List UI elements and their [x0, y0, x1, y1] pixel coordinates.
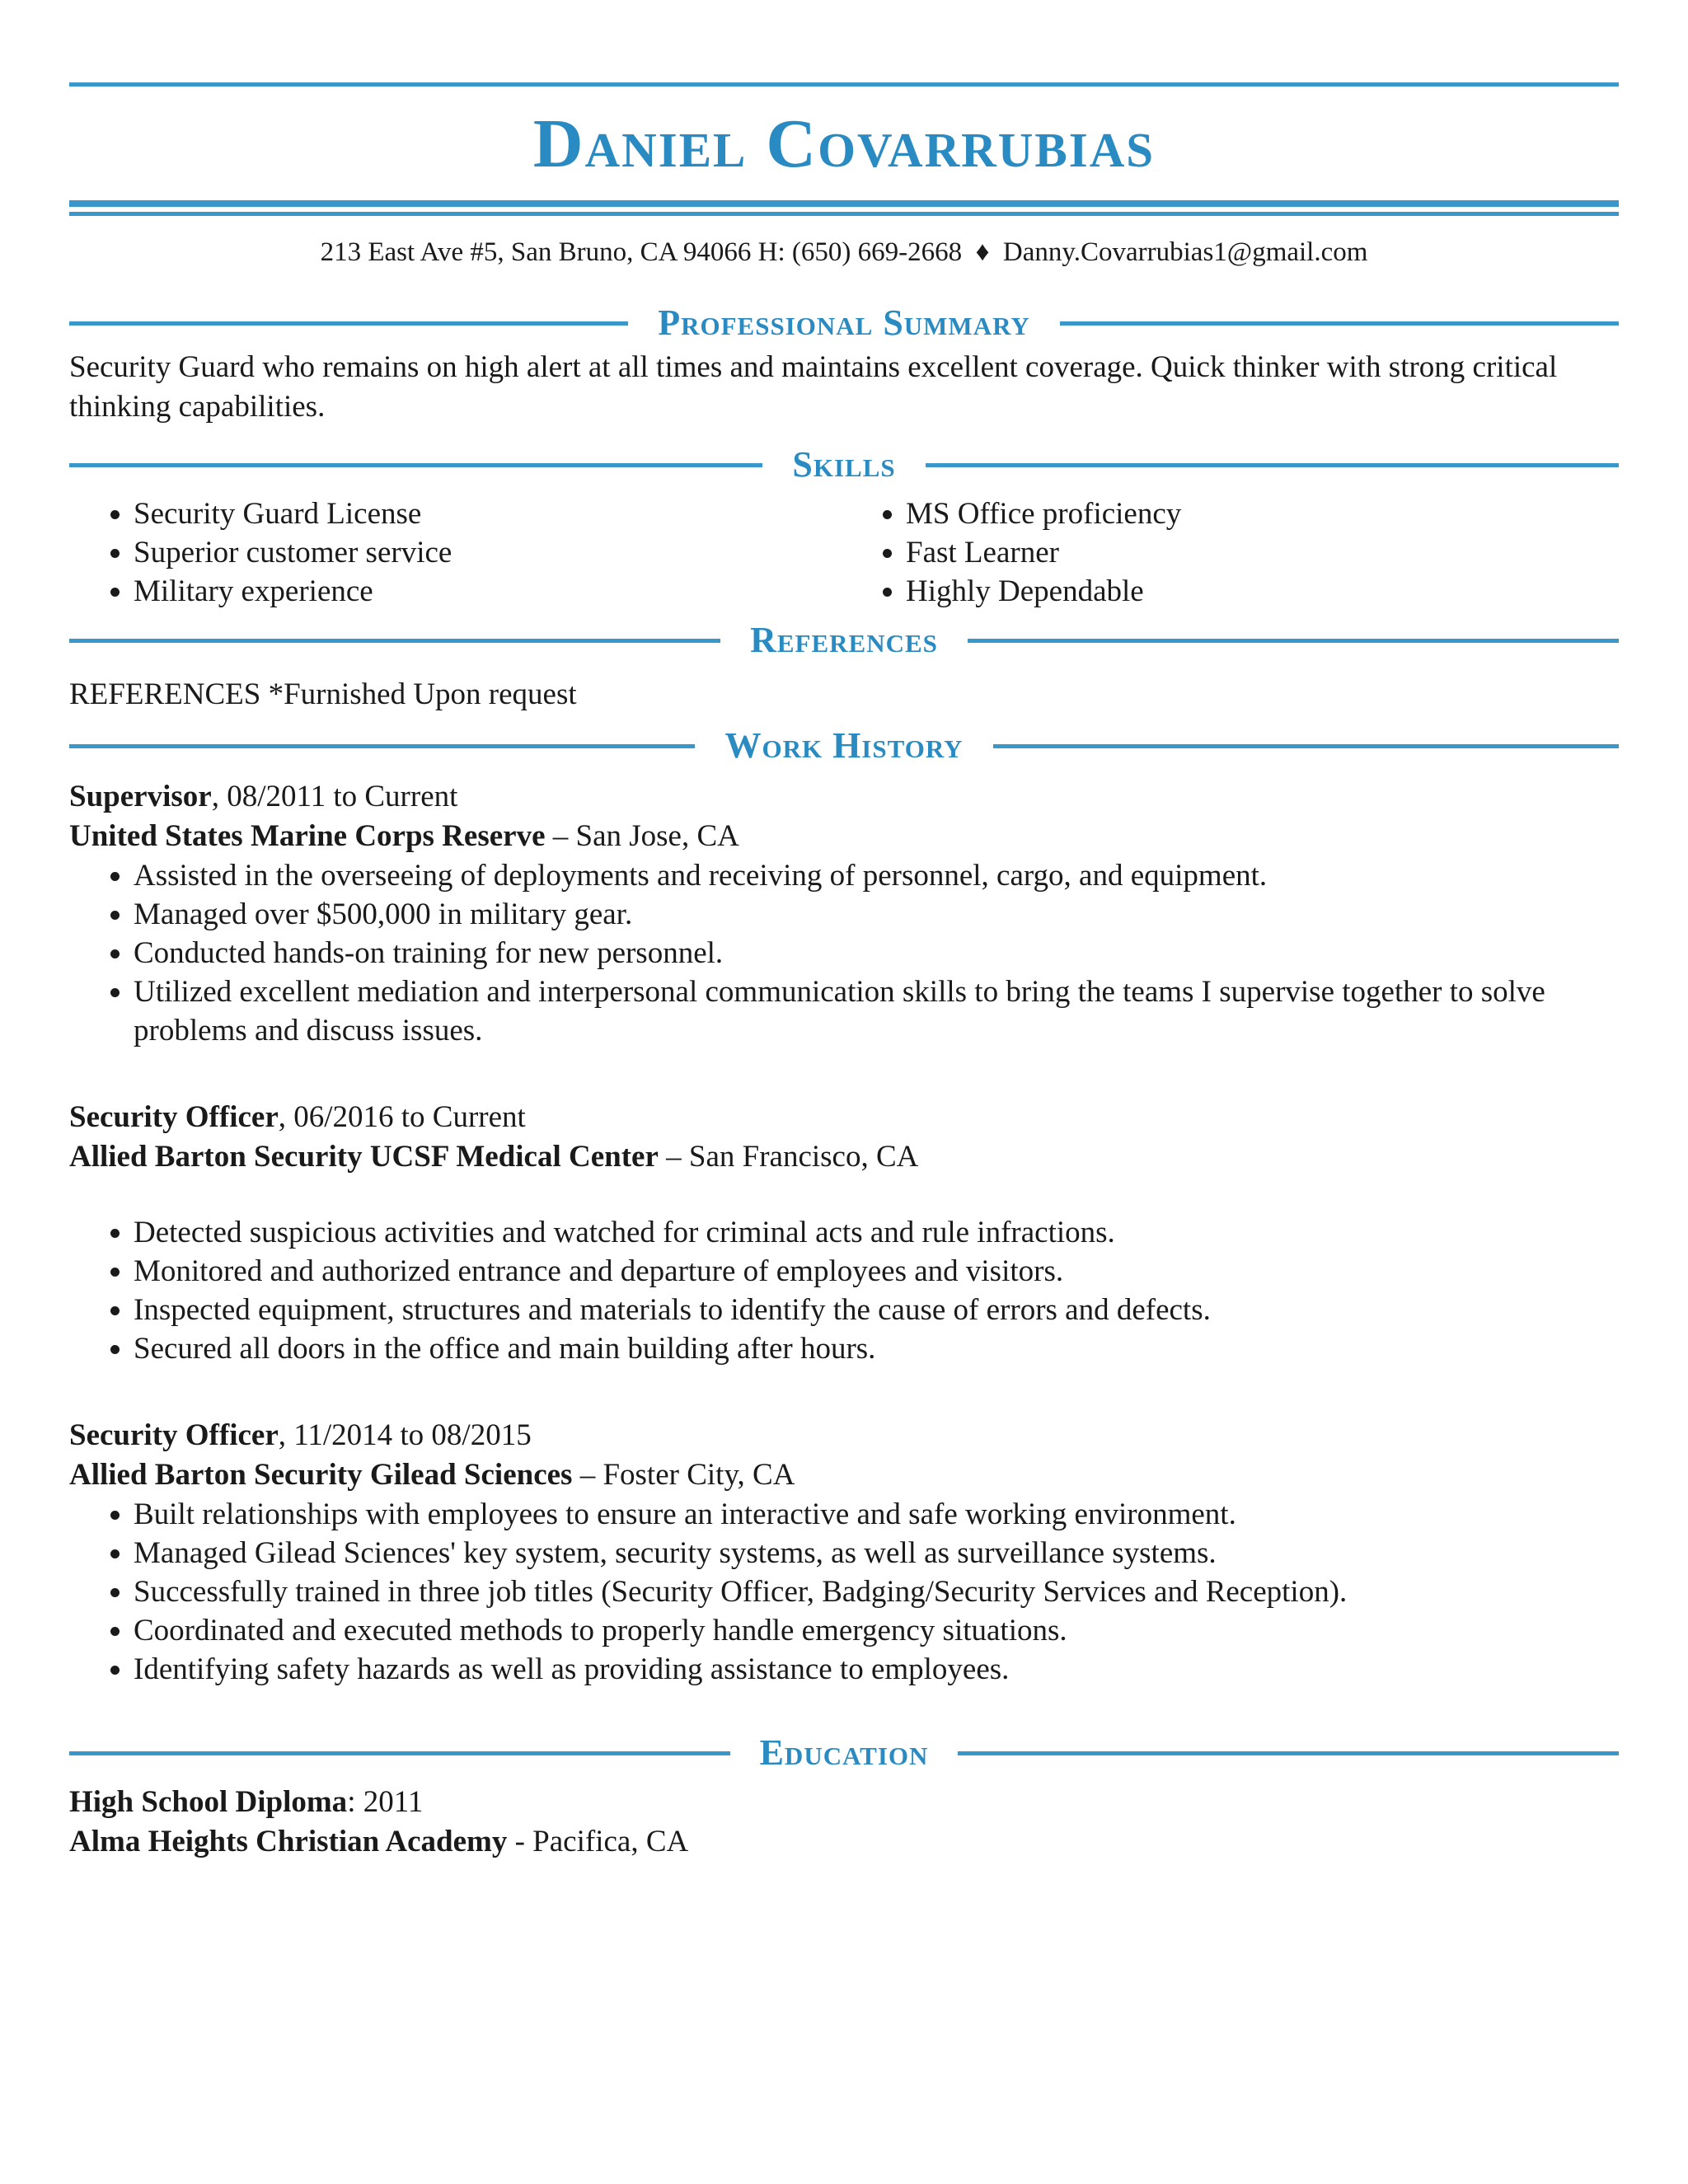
job-title-line	[69, 1416, 1619, 1455]
skill-item: • MS Office proficiency	[906, 494, 1619, 533]
education-year: : 2011	[347, 1785, 424, 1819]
title-line-left	[69, 321, 628, 326]
education-degree-line	[69, 1783, 1619, 1822]
candidate-name: Daniel Covarrubias	[532, 105, 1156, 182]
skill-item: • Military experience	[134, 572, 846, 611]
job-bullet: • Coordinated and executed methods to properly handle emergency situations.	[134, 1611, 1619, 1650]
contact-line	[69, 234, 1619, 270]
title-line-left	[69, 744, 695, 748]
job-bullet: • Successfully trained in three job titles (Security Officer, Badging/Security Services and Reception).	[134, 1572, 1619, 1611]
skill-item: • Superior customer service	[134, 533, 846, 572]
references-text: REFERENCES *Furnished Upon request	[69, 677, 577, 711]
skills-list	[69, 494, 1619, 611]
job-bullet: • Managed Gilead Sciences' key system, security systems, as well as surveillance systems.	[134, 1534, 1619, 1572]
job-location: – Foster City, CA	[572, 1458, 795, 1492]
work-title-label: Work History	[724, 725, 964, 766]
job-bullet: • Conducted hands-on training for new personnel.	[134, 934, 1619, 972]
job-dates: , 11/2014 to 08/2015	[278, 1418, 532, 1452]
job-bullets	[69, 1495, 1619, 1689]
job-entry	[69, 777, 1619, 1050]
skills-column-left	[69, 494, 846, 611]
job-company: Allied Barton Security Gilead Sciences	[69, 1458, 573, 1492]
job-bullet: • Secured all doors in the office and main building after hours.	[134, 1329, 1619, 1368]
skill-item: • Highly Dependable	[906, 572, 1619, 611]
job-bullet: • Monitored and authorized entrance and departure of employees and visitors.	[134, 1252, 1619, 1291]
education-location: - Pacifica, CA	[507, 1825, 689, 1858]
skills-title-label: Skills	[792, 444, 896, 485]
job-dates: , 06/2016 to Current	[278, 1100, 526, 1134]
contact-phone: H: (650) 669-2668	[757, 237, 963, 267]
job-bullet: • Detected suspicious activities and watched for criminal acts and rule infractions.	[134, 1213, 1619, 1252]
job-entry	[69, 1098, 1619, 1368]
job-title: Supervisor	[69, 780, 212, 813]
title-line-right	[958, 1751, 1619, 1755]
skill-item: • Fast Learner	[906, 533, 1619, 572]
summary-title-label: Professional Summary	[658, 302, 1030, 343]
resume-header	[69, 82, 1619, 270]
skills-column-right	[846, 494, 1619, 611]
job-company: Allied Barton Security UCSF Medical Center	[69, 1140, 659, 1174]
job-company-line	[69, 1137, 1619, 1177]
job-company-line	[69, 1455, 1619, 1495]
job-title: Security Officer	[69, 1100, 279, 1134]
spacer	[69, 1177, 1619, 1213]
contact-email: Danny.Covarrubias1@gmail.com	[1002, 237, 1368, 267]
title-line-right	[926, 463, 1619, 467]
references-section-title	[69, 616, 1619, 665]
job-bullet: • Identifying safety hazards as well as providing assistance to employees.	[134, 1650, 1619, 1689]
summary-text: Security Guard who remains on high alert at all times and maintains excellent coverage. Quick thinker with strong critical thinking capabilities.	[69, 350, 1558, 424]
job-bullet: • Built relationships with employees to ensure an interactive and safe working environment.	[134, 1495, 1619, 1534]
contact-address: 213 East Ave #5, San Bruno, CA 94066	[320, 237, 752, 267]
references-title-label: References	[750, 620, 938, 660]
job-bullets	[69, 1213, 1619, 1368]
education-school-line	[69, 1822, 1619, 1862]
education-school: Alma Heights Christian Academy	[69, 1825, 508, 1858]
job-title-line	[69, 777, 1619, 817]
job-bullet: • Utilized excellent mediation and interpersonal communication skills to bring the teams I supervise together to solve problems and discuss issues.	[134, 972, 1619, 1050]
skills-section-title	[69, 440, 1619, 490]
header-bottom-rule-2	[69, 212, 1619, 216]
job-bullet: • Managed over $500,000 in military gear.	[134, 895, 1619, 934]
title-line-right	[993, 744, 1619, 748]
title-line-left	[69, 1751, 730, 1755]
job-bullet: • Assisted in the overseeing of deployments and receiving of personnel, cargo, and equipment.	[134, 856, 1619, 895]
title-line-left	[69, 639, 720, 643]
education-section-title	[69, 1728, 1619, 1778]
job-location: – San Jose, CA	[545, 819, 739, 853]
title-line-right	[968, 639, 1619, 643]
title-line-left	[69, 463, 762, 467]
job-location: – San Francisco, CA	[658, 1140, 919, 1174]
education-degree: High School Diploma	[69, 1785, 348, 1819]
job-bullet: • Inspected equipment, structures and materials to identify the cause of errors and defects.	[134, 1291, 1619, 1329]
title-line-right	[1060, 321, 1619, 326]
job-dates: , 08/2011 to Current	[211, 780, 458, 813]
job-company-line	[69, 817, 1619, 856]
diamond-separator-icon: ♦	[975, 237, 990, 267]
skill-item: • Security Guard License	[134, 494, 846, 533]
job-company: United States Marine Corps Reserve	[69, 819, 546, 853]
work-section-title	[69, 721, 1619, 771]
header-bottom-rule-1	[69, 200, 1619, 207]
job-bullets	[69, 856, 1619, 1050]
job-entry	[69, 1416, 1619, 1689]
education-title-label: Education	[759, 1732, 929, 1773]
job-title: Security Officer	[69, 1418, 279, 1452]
job-title-line	[69, 1098, 1619, 1137]
summary-section-title	[69, 298, 1619, 348]
